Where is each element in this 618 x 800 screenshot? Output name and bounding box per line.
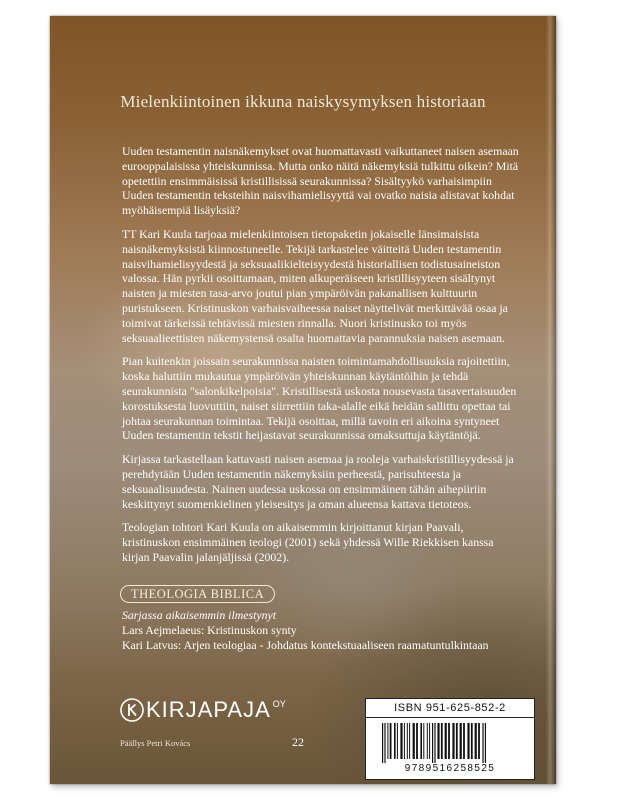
barcode-bar bbox=[409, 723, 410, 759]
blurb bbox=[122, 144, 522, 574]
barcode-bar bbox=[437, 723, 439, 759]
barcode-bar bbox=[404, 723, 405, 759]
publisher-k-icon bbox=[120, 698, 144, 722]
barcode-bar bbox=[416, 723, 418, 759]
barcode-bar bbox=[387, 723, 388, 759]
barcode-bar bbox=[413, 723, 415, 759]
barcode-bar bbox=[420, 723, 422, 759]
barcode-bar bbox=[407, 723, 408, 759]
barcode-bar bbox=[382, 723, 383, 763]
publisher-name: KIRJAPAJA bbox=[146, 697, 271, 722]
barcode-bar bbox=[432, 723, 433, 763]
barcode-bar bbox=[452, 723, 454, 759]
barcode-bar bbox=[448, 723, 450, 759]
publisher-logo bbox=[120, 696, 286, 724]
ean-digits: 9789516258525 bbox=[404, 763, 496, 774]
barcode-bar bbox=[460, 723, 462, 759]
barcode-bar bbox=[397, 723, 398, 759]
barcode-bar bbox=[394, 723, 396, 759]
author-bio: Teologian tohtori Kari Kuula on aikaisemmin kirjoittanut kirjan Paavali, kristinuskon ensimmäinen teologi (2001) sekä yhdessä Wille Riekkisen kanssa kirjan Paavalin jalanjäljissä (2002). bbox=[122, 520, 494, 564]
book-back-cover bbox=[50, 16, 556, 784]
barcode-bar bbox=[471, 723, 473, 759]
isbn-barcode-box bbox=[365, 698, 535, 780]
isbn-label: ISBN 951-625-852-2 bbox=[366, 699, 534, 718]
blurb-paragraph: Uuden testamentin naisnäkemykset ovat huomattavasti vaikuttaneet naisen asemaan eurooppalaisissa yhteiskunnissa. Mutta onko näitä näkemyksiä tulkittu oikein? Mitä opetettiin ensimmäisissä kristillisissä seurakunnissa? Sisältyykö varhaisimpiin Uuden testamentin teksteihin naisvihamielisyyttä vai ovatko naisia alistavat kohdat myöhäisempiä lisäyksiä? bbox=[122, 144, 519, 218]
barcode-bar bbox=[400, 723, 402, 759]
barcode-bar bbox=[482, 723, 483, 763]
blurb-paragraph: Kirjassa tarkastellaan kattavasti naisen asemaa ja rooleja varhaiskristillisyydessä ja perehdytään Uuden testamentin näkemyksiin perheestä, parisuhteesta ja seksuaalisuudesta. Nainen uudessa uskossa on ensimmäinen tähän aihepiiriin keskittynyt suomenkielinen yleisesitys ja oman alueensa kattava tietoteos. bbox=[122, 452, 514, 511]
series-title: Kari Latvus: Arjen teologiaa - Johdatus kontekstuaaliseen raamatuntulkintaan bbox=[122, 637, 489, 652]
spine-edge bbox=[546, 16, 556, 784]
publisher-suffix: OY bbox=[272, 699, 286, 709]
barcode-bar bbox=[475, 723, 477, 759]
barcode-bar bbox=[485, 723, 486, 763]
series-name-badge: THEOLOGIA BIBLICA bbox=[120, 585, 275, 603]
blurb-paragraph: Pian kuitenkin joissain seurakunnissa naisten toimintamahdollisuuksia rajoitettiin, koska haluttiin mukautua ympäröivän yhteiskunnan käytäntöihin ja tehdä seurakunnista "salonkikelpoisia". Kristillisestä uskosta nousevasta tasavertaisuuden korostuksesta luovuttiin, naiset siirrettiin taka-alalle eikä heidän sallittu opettaa tai johtaa seurakunnan toimintaa. Tekijä osoittaa, millä tavoin eri aikoina syntyneet Uuden testamentin tekstit heijastavat seurakunnissa omaksuttuja käytäntöjä. bbox=[122, 354, 517, 443]
barcode-bar bbox=[384, 723, 385, 763]
barcode-bar bbox=[427, 723, 428, 759]
barcode-bar bbox=[390, 723, 392, 759]
series-list bbox=[122, 623, 562, 653]
blurb-paragraph: TT Kari Kuula tarjoaa mielenkiintoisen tietopaketin jokaiselle länsimaisista naisnäkemyksistä kiinnostuneelle. Tekijä tarkastelee väitteitä Uuden testamentin naisvihamielisyydestä ja seksuaalikielteisyydestä historiallisen todistusaineiston valossa. Hän pyrkii osoittamaan, miten alkuperäiseen kristillisyyteen sisältynyt naisten ja miesten tasa-arvo joutui pian ympäröivän pakanallisen kulttuurin puristukseen. Kristinuskon varhaisvaiheessa naiset näyttelivät merkittävää osaa ja toimivat tärkeissä tehtävissä miesten rinnalla. Nuori kristinusko toi myös seksuaalieettisten näkemystensä osalta huomattavia parannuksia naisen asemaan. bbox=[122, 226, 508, 345]
barcode-bar bbox=[463, 723, 465, 759]
barcode-bar bbox=[445, 723, 447, 759]
barcode-bar bbox=[456, 723, 458, 759]
barcode-bar bbox=[423, 723, 424, 759]
barcode-bar bbox=[441, 723, 443, 759]
barcode-bar bbox=[429, 723, 430, 759]
barcode-bar bbox=[467, 723, 469, 759]
barcode-bar bbox=[434, 723, 435, 763]
series-intro: Sarjassa aikaisemmin ilmestynyt bbox=[122, 608, 276, 622]
series-title: Lars Aejmelaeus: Kristinuskon synty bbox=[122, 623, 297, 637]
series-number: 22 bbox=[292, 735, 304, 749]
cover-credit: Päällys Petri Kovács bbox=[120, 738, 191, 748]
barcode-bar bbox=[478, 723, 480, 759]
back-cover-title: Mielenkiintoinen ikkuna naiskysymyksen historiaan bbox=[120, 92, 486, 111]
barcode-icon bbox=[380, 723, 522, 763]
